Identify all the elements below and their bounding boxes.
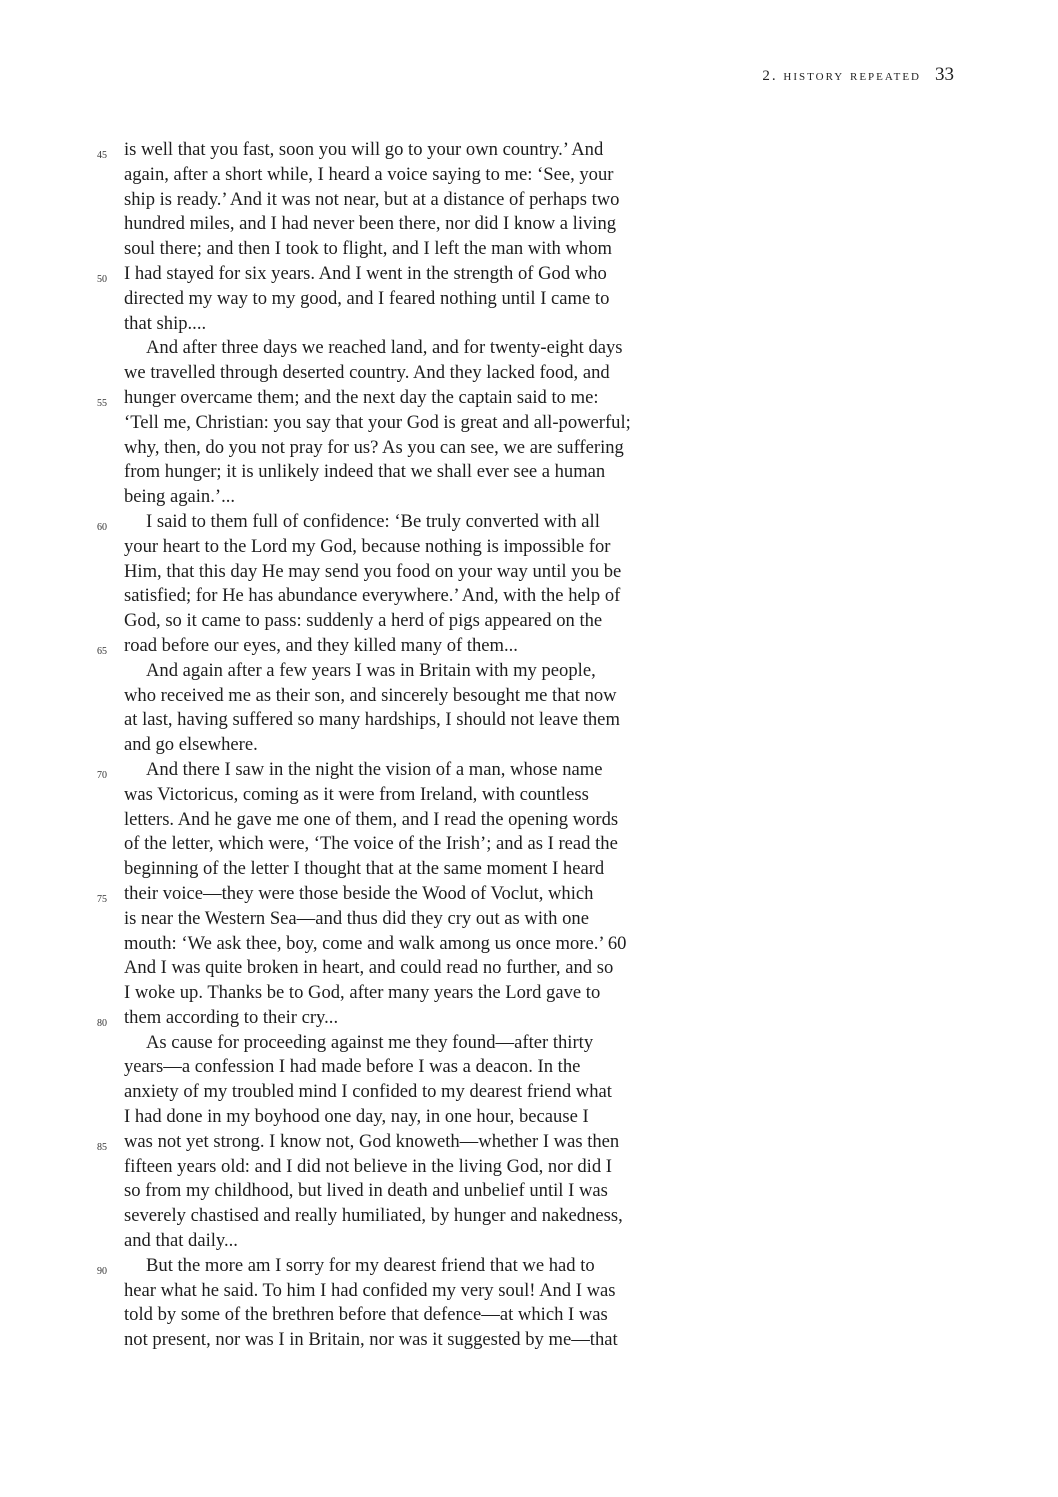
text-line bbox=[124, 1229, 664, 1254]
line-text: hear what he said. To him I had confided my very soul! And I was bbox=[124, 1279, 616, 1301]
line-text: not present, nor was I in Britain, nor was it suggested by me—that bbox=[124, 1329, 618, 1351]
line-number: 90 bbox=[97, 1265, 107, 1277]
text-line bbox=[124, 1303, 664, 1328]
text-line bbox=[124, 411, 664, 436]
text-line bbox=[124, 832, 664, 857]
line-text: mouth: ‘We ask thee, boy, come and walk among us once more.’ 60 bbox=[124, 932, 627, 954]
line-number: 70 bbox=[97, 769, 107, 781]
text-line bbox=[97, 882, 664, 907]
line-number: 75 bbox=[97, 893, 107, 905]
text-line bbox=[124, 163, 664, 188]
line-text: But the more am I sorry for my dearest friend that we had to bbox=[146, 1254, 595, 1276]
text-line bbox=[97, 1130, 664, 1155]
line-number: 65 bbox=[97, 645, 107, 657]
line-text: satisfied; for He has abundance everywhere.’ And, with the help of bbox=[124, 585, 621, 607]
line-text: being again.’... bbox=[124, 486, 236, 508]
line-number: 85 bbox=[97, 1141, 107, 1153]
line-text: directed my way to my good, and I feared nothing until I came to bbox=[124, 287, 610, 309]
line-text: And after three days we reached land, and for twenty-eight days bbox=[146, 337, 623, 359]
line-text: is near the Western Sea—and thus did they cry out as with one bbox=[124, 907, 589, 929]
text-line bbox=[124, 287, 664, 312]
line-text: fifteen years old: and I did not believe in the living God, nor did I bbox=[124, 1155, 612, 1177]
line-number: 55 bbox=[97, 397, 107, 409]
line-text: was not yet strong. I know not, God knoweth—whether I was then bbox=[124, 1130, 620, 1152]
text-line bbox=[124, 684, 664, 709]
text-line bbox=[124, 212, 664, 237]
running-head bbox=[762, 64, 954, 86]
line-text: And there I saw in the night the vision of a man, whose name bbox=[146, 758, 603, 780]
line-text: road before our eyes, and they killed many of them... bbox=[124, 634, 518, 656]
text-line bbox=[97, 510, 664, 535]
text-line bbox=[124, 188, 664, 213]
line-text: at last, having suffered so many hardships, I should not leave them bbox=[124, 709, 620, 731]
line-text: ‘Tell me, Christian: you say that your God is great and all-powerful; bbox=[124, 411, 631, 433]
text-line bbox=[124, 808, 664, 833]
text-line bbox=[124, 1080, 664, 1105]
line-number: 80 bbox=[97, 1017, 107, 1029]
text-line bbox=[124, 1055, 664, 1080]
line-text: of the letter, which were, ‘The voice of the Irish’; and as I read the bbox=[124, 833, 618, 855]
text-line bbox=[124, 609, 664, 634]
text-line bbox=[124, 981, 664, 1006]
text-line bbox=[124, 1204, 664, 1229]
line-text: letters. And he gave me one of them, and I read the opening words bbox=[124, 808, 619, 830]
line-text: years—a confession I had made before I was a deacon. In the bbox=[124, 1056, 581, 1078]
line-text: anxiety of my troubled mind I confided to my dearest friend what bbox=[124, 1081, 612, 1103]
text-line bbox=[124, 361, 664, 386]
line-text: I said to them full of confidence: ‘Be truly converted with all bbox=[146, 510, 600, 532]
body-text bbox=[97, 138, 664, 1353]
text-line bbox=[97, 634, 664, 659]
line-text: God, so it came to pass: suddenly a herd of pigs appeared on the bbox=[124, 610, 603, 632]
text-line bbox=[124, 436, 664, 461]
text-line bbox=[124, 956, 664, 981]
text-line bbox=[97, 262, 664, 287]
line-text: is well that you fast, soon you will go to your own country.’ And bbox=[124, 139, 604, 160]
line-text: I had stayed for six years. And I went in the strength of God who bbox=[124, 262, 607, 284]
line-text: we travelled through deserted country. And they lacked food, and bbox=[124, 362, 610, 384]
text-line bbox=[124, 584, 664, 609]
line-text: I woke up. Thanks be to God, after many years the Lord gave to bbox=[124, 982, 601, 1004]
line-text: so from my childhood, but lived in death and unbelief until I was bbox=[124, 1180, 608, 1202]
text-line bbox=[124, 783, 664, 808]
line-text: was Victoricus, coming as it were from Ireland, with countless bbox=[124, 783, 589, 805]
text-line bbox=[97, 758, 664, 783]
text-line bbox=[97, 386, 664, 411]
line-text: soul there; and then I took to flight, and I left the man with whom bbox=[124, 238, 612, 260]
line-text: I had done in my boyhood one day, nay, in one hour, because I bbox=[124, 1106, 589, 1128]
text-line bbox=[124, 1031, 664, 1056]
line-text: ship is ready.’ And it was not near, but at a distance of perhaps two bbox=[124, 188, 620, 210]
text-line bbox=[124, 1328, 664, 1353]
line-text: why, then, do you not pray for us? As you can see, we are suffering bbox=[124, 436, 624, 458]
text-line bbox=[124, 237, 664, 262]
line-text: And I was quite broken in heart, and could read no further, and so bbox=[124, 957, 614, 979]
line-text: As cause for proceeding against me they found—after thirty bbox=[146, 1031, 594, 1053]
text-line bbox=[124, 460, 664, 485]
text-line bbox=[124, 535, 664, 560]
line-text: who received me as their son, and sincerely besought me that now bbox=[124, 684, 617, 706]
text-line bbox=[124, 1279, 664, 1304]
line-number: 45 bbox=[97, 150, 107, 161]
chapter-title: 2. history repeated bbox=[762, 68, 921, 84]
text-line bbox=[124, 485, 664, 510]
line-text: Him, that this day He may send you food on your way until you be bbox=[124, 560, 622, 582]
text-line bbox=[124, 312, 664, 337]
line-text: And again after a few years I was in Britain with my people, bbox=[146, 659, 596, 681]
text-line bbox=[124, 1105, 664, 1130]
line-text: hunger overcame them; and the next day the captain said to me: bbox=[124, 386, 599, 408]
line-text: severely chastised and really humiliated, by hunger and nakedness, bbox=[124, 1205, 623, 1227]
line-number: 50 bbox=[97, 273, 107, 285]
text-line bbox=[124, 659, 664, 684]
text-line bbox=[124, 1155, 664, 1180]
line-text: beginning of the letter I thought that at the same moment I heard bbox=[124, 858, 605, 880]
line-text: your heart to the Lord my God, because nothing is impossible for bbox=[124, 535, 611, 557]
text-line bbox=[97, 1254, 664, 1279]
line-text: that ship.... bbox=[124, 312, 207, 334]
text-line bbox=[124, 1179, 664, 1204]
line-text: hundred miles, and I had never been there, nor did I know a living bbox=[124, 213, 617, 235]
line-text: them according to their cry... bbox=[124, 1006, 339, 1028]
text-line bbox=[124, 560, 664, 585]
line-text: again, after a short while, I heard a voice saying to me: ‘See, your bbox=[124, 163, 614, 185]
text-line bbox=[97, 1006, 664, 1031]
line-text: and that daily... bbox=[124, 1230, 238, 1252]
text-line bbox=[124, 907, 664, 932]
text-line bbox=[124, 708, 664, 733]
text-line bbox=[124, 336, 664, 361]
line-text: told by some of the brethren before that defence—at which I was bbox=[124, 1304, 608, 1326]
line-number: 60 bbox=[97, 521, 107, 533]
text-line bbox=[124, 932, 664, 957]
text-line bbox=[124, 733, 664, 758]
line-text: from hunger; it is unlikely indeed that we shall ever see a human bbox=[124, 461, 606, 483]
text-line bbox=[124, 857, 664, 882]
page-number: 33 bbox=[935, 64, 954, 85]
line-text: and go elsewhere. bbox=[124, 734, 258, 756]
text-line bbox=[97, 138, 664, 163]
line-text: their voice—they were those beside the Wood of Voclut, which bbox=[124, 882, 594, 904]
